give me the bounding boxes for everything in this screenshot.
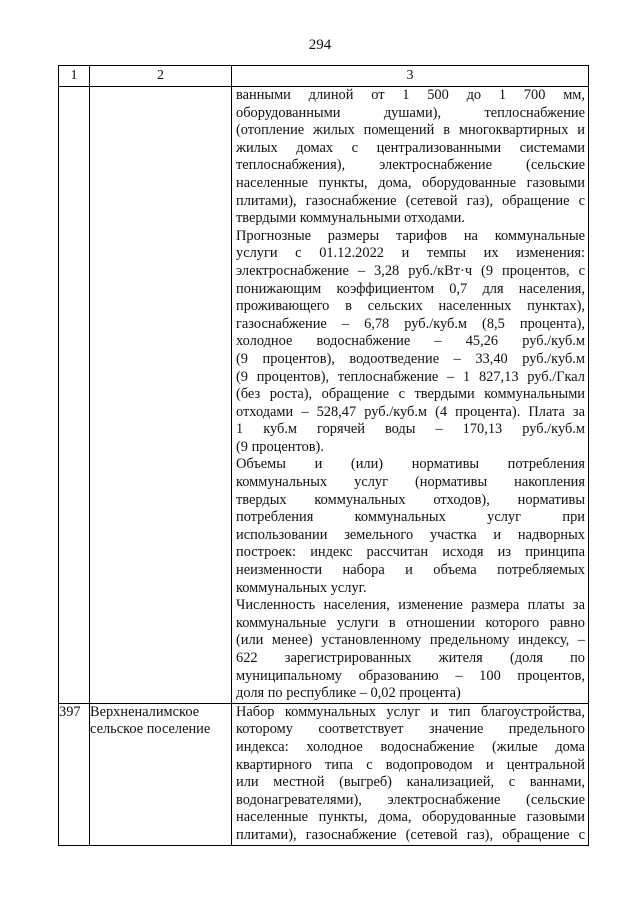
text-line: понижающим коэффициентом 0,7 для населения, bbox=[236, 280, 585, 297]
column-header: 2 bbox=[90, 66, 232, 87]
text-line: электроснабжение – 3,28 руб./кВт·ч (9 процентов, с bbox=[236, 262, 585, 279]
text-line: твердыми коммунальными отходами. bbox=[236, 210, 465, 227]
text-line: проживающего в сельских населенных пунктах), bbox=[236, 298, 585, 315]
text-line: (отопление жилых помещений в многоквартирных и bbox=[236, 122, 585, 139]
text-line: плитами), газоснабжение (сетевой газ), обращение с bbox=[236, 192, 585, 209]
text-line: (9 процентов), теплоснабжение – 1 827,13 руб./Гкал bbox=[236, 368, 585, 385]
row-number: 397 bbox=[59, 703, 90, 845]
description-cell bbox=[232, 87, 589, 704]
page-number: 294 bbox=[308, 37, 332, 53]
text-line: коммунальных услуг (нормативы накопления bbox=[236, 474, 585, 491]
text-line: (или менее) установленному предельному индексу, – bbox=[236, 632, 585, 649]
text-line: индекса: холодное водоснабжение (жилые дома bbox=[236, 738, 585, 755]
text-line: плитами), газоснабжение (сетевой газ), обращение с bbox=[236, 826, 585, 843]
description-text bbox=[232, 87, 588, 703]
text-line: коммунальных услуг. bbox=[236, 579, 367, 596]
text-line: Прогнозные размеры тарифов на коммунальные bbox=[236, 227, 585, 244]
text-line: Численность населения, изменение размера платы за bbox=[236, 597, 585, 614]
column-header: 3 bbox=[232, 66, 589, 87]
text-line: оборудованными душами), теплоснабжение bbox=[236, 104, 585, 121]
settlement-name: Верхненалимское сельское поселение bbox=[90, 703, 232, 845]
text-line: или местной (выгреб) канализацией, с ваннами, bbox=[236, 774, 585, 791]
text-line: холодное водоснабжение – 45,26 руб./куб.м bbox=[236, 333, 585, 350]
text-line: водонагревателями), электроснабжение (сельские bbox=[236, 791, 585, 808]
text-line: теплоснабжения), электроснабжение (сельские bbox=[236, 157, 585, 174]
text-line: квартирного типа с водопроводом и центральной bbox=[236, 756, 585, 773]
text-line: Набор коммунальных услуг и тип благоустройства, bbox=[236, 703, 585, 720]
row-number bbox=[59, 87, 90, 704]
text-line: потребления коммунальных услуг при bbox=[236, 509, 585, 526]
text-line: 1 куб.м горячей воды – 170,13 руб./куб.м bbox=[236, 421, 585, 438]
text-line: коммунальные услуги в отношении которого равно bbox=[236, 614, 585, 631]
text-line: жилых домах с централизованными системами bbox=[236, 139, 585, 156]
text-line: твердых коммунальных отходов), нормативы bbox=[236, 491, 585, 508]
column-header: 1 bbox=[59, 66, 90, 87]
settlement-name bbox=[90, 87, 232, 704]
text-line: (9 процентов), водоотведение – 33,40 руб./куб.м bbox=[236, 350, 585, 367]
text-line: Объемы и (или) нормативы потребления bbox=[236, 456, 585, 473]
text-line: 622 зарегистрированных жителя (доля по bbox=[236, 650, 585, 666]
description-text bbox=[232, 704, 588, 845]
text-line: доля по республике – 0,02 процента) bbox=[236, 685, 461, 702]
table-row bbox=[59, 703, 589, 845]
text-line: неизменности набора и объема потребляемых bbox=[236, 562, 585, 579]
table-row bbox=[59, 87, 589, 704]
text-line: населенные пункты, дома, оборудованные газовыми bbox=[236, 174, 585, 191]
text-line: которому соответствует значение предельного bbox=[236, 721, 585, 738]
tariff-table bbox=[58, 65, 589, 846]
text-line: услуги с 01.12.2022 и темпы их изменения: bbox=[236, 245, 585, 262]
text-line: населенные пункты, дома, оборудованные газовыми bbox=[236, 809, 585, 826]
description-cell bbox=[232, 703, 589, 845]
text-line: использовании земельного участка и надворных bbox=[236, 526, 585, 543]
text-line: муниципальному образованию – 100 процентов, bbox=[236, 667, 585, 684]
text-line: построек: индекс рассчитан исходя из принципа bbox=[236, 544, 585, 561]
table-header-row bbox=[59, 66, 589, 87]
text-line: ванными длиной от 1 500 до 1 700 мм, bbox=[236, 87, 585, 103]
text-line: отходами – 528,47 руб./куб.м (4 процента). Плата за bbox=[236, 403, 585, 420]
text-line: (9 процентов). bbox=[236, 438, 324, 455]
text-line: газоснабжение – 6,78 руб./куб.м (8,5 процента), bbox=[236, 315, 585, 332]
text-line: (без роста), обращение с твердыми коммунальными bbox=[236, 386, 585, 403]
